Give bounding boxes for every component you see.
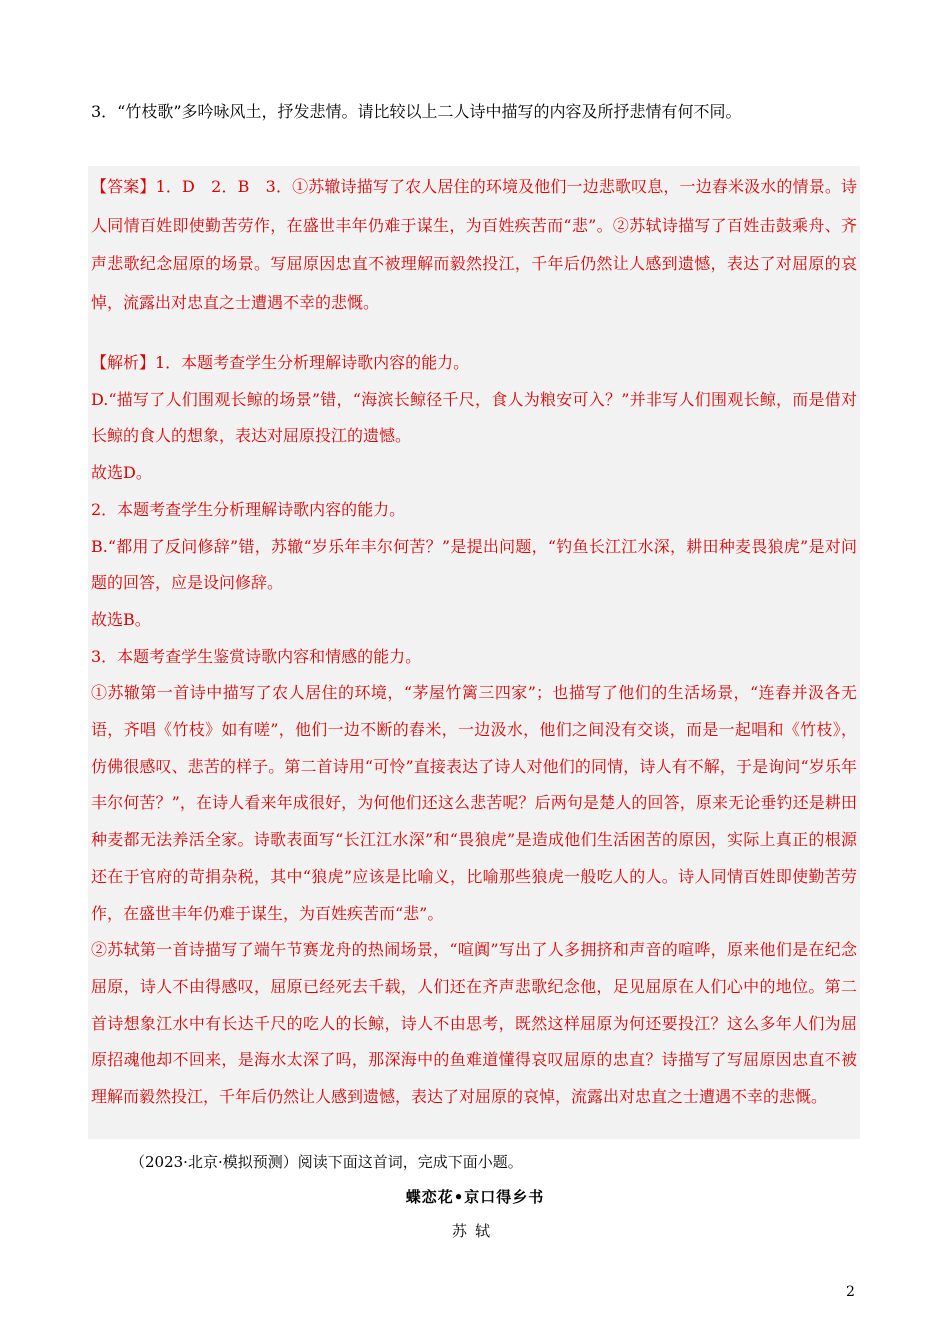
analysis-section <box>91 345 857 1116</box>
analysis-line: D.“描写了人们围观长鲸的场景”错，“海滨长鲸径千尺，食人为粮安可入？”并非写人们围观长鲸，而是借对长鲸的食人的想象，表达对屈原投江的遗憾。 <box>91 389 857 446</box>
answer-paragraph <box>91 168 857 322</box>
analysis-line: 故选D。 <box>91 463 152 483</box>
analysis-line: B.“都用了反问修辞”错，苏辙“岁乐年丰尔何苦？”是提出问题，“钓鱼长江江水深，耕田种麦畏狼虎”是对问题的回答，应是设问修辞。 <box>91 536 857 593</box>
reading-intro: （2023·北京·模拟预测）阅读下面这首词，完成下面小题。 <box>130 1153 523 1171</box>
analysis-line: ①苏辙第一首诗中描写了农人居住的环境，“茅屋竹篱三四家”；也描写了他们的生活场景，“连舂并汲各无语，齐唱《竹枝》如有嗟”，他们一边不断的舂米，一边汲水，他们之间没有交谈，而是一起唱和《竹枝》，仿佛很感叹、悲苦的样子。第二首诗用“可怜”直接表达了诗人对他们的同情，诗人有不解，于是询问“岁乐年丰尔何苦？”，在诗人看来年成很好，为何他们还这么悲苦呢？后两句是楚人的回答，原来无论垂钓还是耕田种麦都无法养活全家。诗歌表面写“长江江水深”和“畏狼虎”是造成他们生活困苦的原因，实际上真正的根源还在于官府的苛捐杂税，其中“狼虎”应该是比喻义，比喻那些狼虎一般吃人的人。诗人同情百姓即使勤苦劳作，在盛世丰年仍难于谋生，为百姓疾苦而“悲”。 <box>91 683 857 923</box>
question-3: 3．“竹枝歌”多吟咏风土，抒发悲情。请比较以上二人诗中描写的内容及所抒悲情有何不同。 <box>91 102 742 121</box>
analysis-line: 故选B。 <box>91 609 151 629</box>
analysis-line: 2．本题考查学生分析理解诗歌内容的能力。 <box>91 499 406 519</box>
analysis-line: 【解析】1．本题考查学生分析理解诗歌内容的能力。 <box>91 353 470 372</box>
analysis-line: 3．本题考查学生鉴赏诗歌内容和情感的能力。 <box>91 646 422 666</box>
answer-text: 【答案】1．D 2．B 3．①苏辙诗描写了农人居住的环境及他们一边悲歌叹息，一边舂米汲水的情景。诗人同情百姓即使勤苦劳作，在盛世丰年仍难于谋生，为百姓疾苦而“悲”。②苏轼诗描写了百姓击鼓乘舟、齐声悲歌纪念屈原的场景。写屈原因忠直不被理解而毅然投江，千年后仍然让人感到遗憾，表达了对屈原的哀悼，流露出对忠直之士遭遇不幸的悲慨。 <box>91 177 857 312</box>
analysis-line: ②苏轼第一首诗描写了端午节赛龙舟的热闹场景，“喧阗”写出了人多拥挤和声音的喧哗，原来他们是在纪念屈原，诗人不由得感叹，屈原已经死去千载，人们还在齐声悲歌纪念他，足见屈原在人们心中的地位。第二首诗想象江水中有长达千尺的吃人的长鲸，诗人不由思考，既然这样屈原为何还要投江？这么多年人们为屈原招魂他却不回来，是海水太深了吗，那深海中的鱼难道懂得哀叹屈原的忠直？诗描写了写屈原因忠直不被理解而毅然投江，千年后仍然让人感到遗憾，表达了对屈原的哀悼，流露出对忠直之士遭遇不幸的悲慨。 <box>91 940 857 1107</box>
poem-author: 苏轼 <box>451 1222 498 1240</box>
page-number: 2 <box>846 1284 855 1300</box>
poem-title: 蝶恋花•京口得乡书 <box>405 1188 545 1206</box>
